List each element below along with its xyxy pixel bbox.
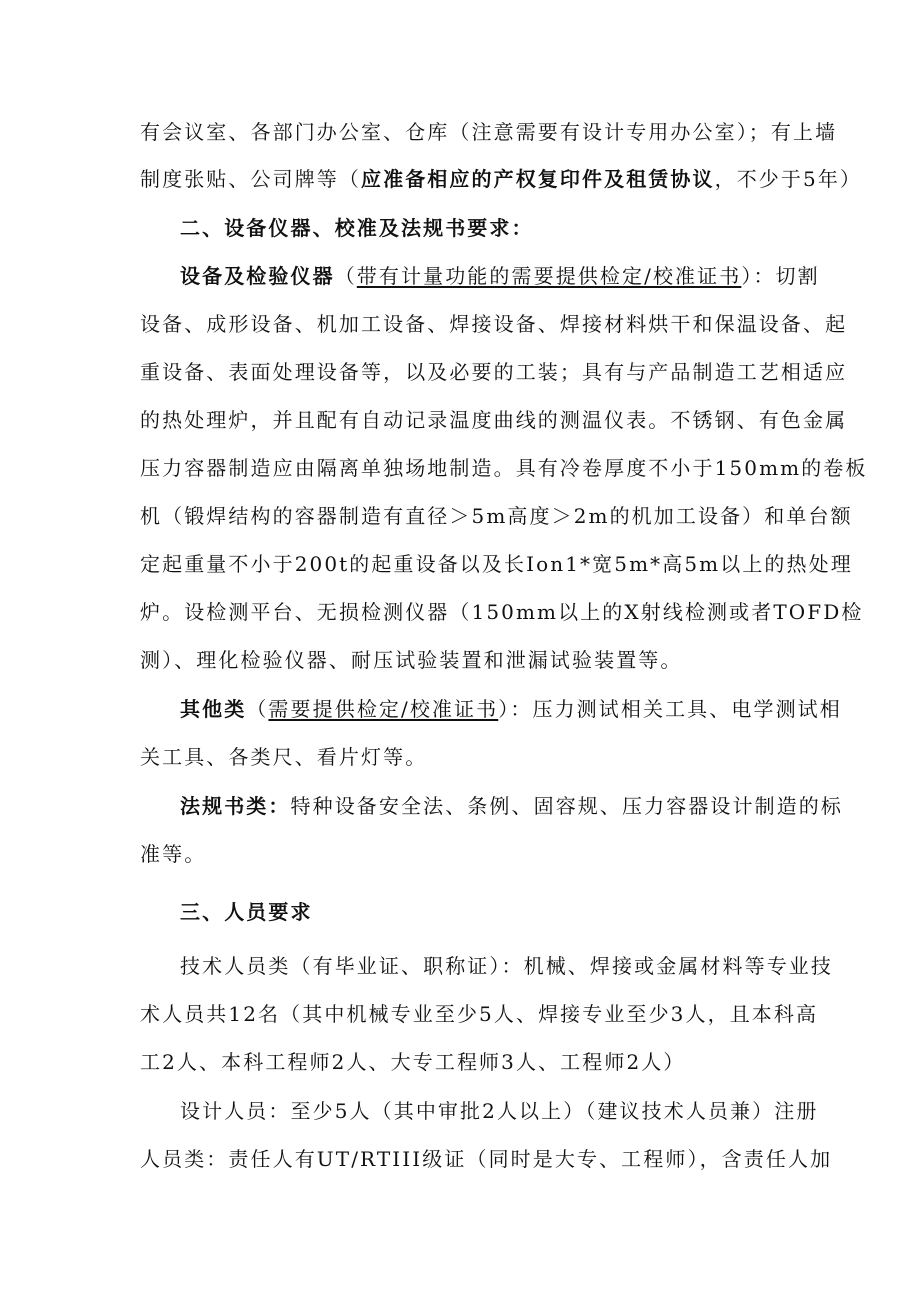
- section-3-heading: 三、人员要求: [180, 900, 313, 924]
- other-paren-open: （: [246, 697, 269, 721]
- equipment-after-note: ）：切割: [741, 264, 820, 288]
- equipment-line: 的热处理炉，并且配有自动记录温度曲线的测温仪表。不锈钢、有色金属: [140, 408, 848, 432]
- technical-line-1: 技术人员类（有毕业证、职称证）：机械、焊接或金属材料等专业技: [180, 954, 833, 978]
- other-label: 其他类: [180, 697, 247, 721]
- equipment-calibration-note: 带有计量功能的需要提供检定/校准证书: [356, 264, 742, 288]
- equipment-line: 重设备、表面处理设备等，以及必要的工装；具有与产品制造工艺相适应: [140, 360, 848, 384]
- design-line-2: 人员类：责任人有UT/RTIII级证（同时是大专、工程师），含责任人加: [140, 1147, 833, 1171]
- equipment-label: 设备及检验仪器: [180, 264, 335, 288]
- equipment-line: 定起重量不小于200t的起重设备以及长Ion1*宽5m*高5m以上的热处理: [140, 552, 853, 576]
- equipment-paren-open: （: [334, 264, 357, 288]
- regulations-line-1: [180, 794, 843, 818]
- regulations-line-2: 准等。: [140, 842, 207, 866]
- other-line-1: [180, 697, 842, 721]
- equipment-line: 机（锻焊结构的容器制造有直径＞5m高度＞2m的机加工设备）和单台额: [140, 504, 853, 528]
- equipment-line: 测）、理化检验仪器、耐压试验装置和泄漏试验装置等。: [140, 648, 683, 672]
- paragraph-1-line-2-start: 制度张贴、公司牌等（: [140, 167, 361, 191]
- technical-line-3: 工2人、本科工程师2人、大专工程师3人、工程师2人）: [140, 1050, 686, 1074]
- paragraph-1-line-2: [140, 167, 862, 191]
- other-after-note: ）：压力测试相关工具、电学测试相: [498, 697, 842, 721]
- design-line-1: 设计人员：至少5人（其中审批2人以上）（建议技术人员兼）注册: [180, 1099, 819, 1123]
- equipment-line: 设备、成形设备、机加工设备、焊接设备、焊接材料烘干和保温设备、起: [140, 312, 848, 336]
- technical-line-2: 术人员共12名（其中机械专业至少5人、焊接专业至少3人，且本科高: [140, 1002, 819, 1026]
- equipment-line-1: [180, 264, 820, 288]
- paragraph-1-line-2-end: ，不少于5年）: [714, 167, 863, 191]
- regulations-text: 特种设备安全法、条例、固容规、压力容器设计制造的标: [290, 794, 843, 818]
- other-calibration-note: 需要提供检定/校准证书: [268, 697, 499, 721]
- regulations-label: 法规书类：: [180, 794, 291, 818]
- paragraph-1-line-1: 有会议室、各部门办公室、仓库（注意需要有设计专用办公室）；有上墙: [140, 120, 838, 144]
- other-line-2: 关工具、各类尺、看片灯等。: [140, 745, 428, 769]
- section-2-heading: 二、设备仪器、校准及法规书要求：: [180, 216, 534, 240]
- equipment-line: 炉。设检测平台、无损检测仪器（150mm以上的X射线检测或者TOFD检: [140, 600, 864, 624]
- equipment-line: 压力容器制造应由隔离单独场地制造。具有冷卷厚度不小于150mm的卷板: [140, 456, 868, 480]
- property-copy-note: 应准备相应的产权复印件及租赁协议: [361, 167, 715, 191]
